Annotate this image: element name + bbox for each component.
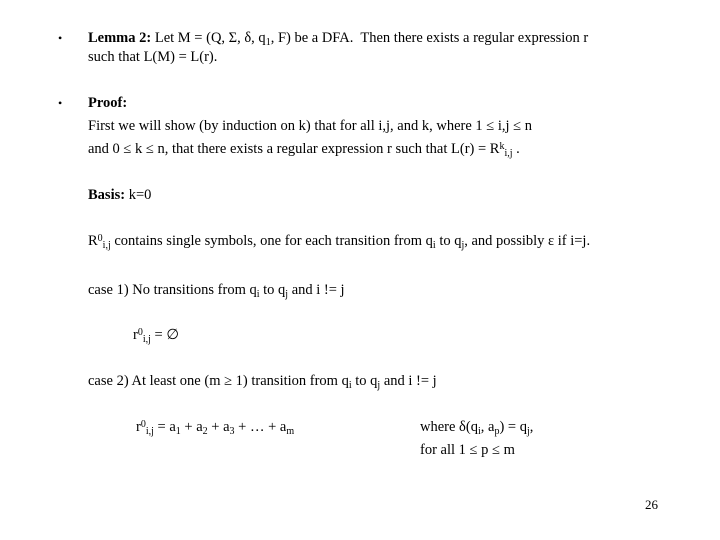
basis-label: Basis:	[88, 187, 126, 203]
case-2-where-2: for all 1 ≤ p ≤ m	[420, 442, 515, 458]
case-2-text: case 2) At least one (m ≥ 1) transition from $q_i$ to $q_j$ and i != j	[88, 373, 437, 391]
case-2-formula: $r^0_{i,j} = a_1 + a_2 + a_3$ + … + $a_m$	[136, 419, 295, 437]
r0-description: $R^0_{i,j}$ contains single symbols, one for each transition from $q_i$ to $q_j$, and possibly ε if i=j.	[88, 233, 591, 251]
basis-line	[88, 184, 151, 206]
case-1-text: case 1) No transitions from $q_i$ to $q_j$ and i != j	[88, 282, 345, 300]
bullet-lemma: •	[58, 31, 63, 45]
case-1-formula: $r^0_{i,j}$ = ∅	[133, 327, 179, 345]
lemma-line-2: such that L(M) = L(r).	[88, 49, 218, 65]
proof-label: Proof:	[88, 95, 128, 111]
case-2-where-1: where $\delta(q_i$, $a_p) = q_j$,	[420, 419, 534, 437]
page-number: 26	[645, 497, 658, 512]
proof-line-2: and 0 ≤ k ≤ n, that there exists a regular expression r such that $L(r) = R^k_{i,j}$ .	[88, 141, 520, 159]
bullet-proof: •	[58, 96, 63, 110]
basis-text: k=0	[128, 187, 152, 203]
proof-line-1: First we will show (by induction on k) that for all i,j, and k, where 1 ≤ i,j ≤ n	[88, 118, 533, 134]
lemma-line-1: Lemma 2: Let M = (Q, Σ, δ, $q_1$, F) be a DFA. Then there exists a regular expression r	[88, 30, 589, 48]
lemma-label: Lemma 2:	[88, 30, 152, 46]
